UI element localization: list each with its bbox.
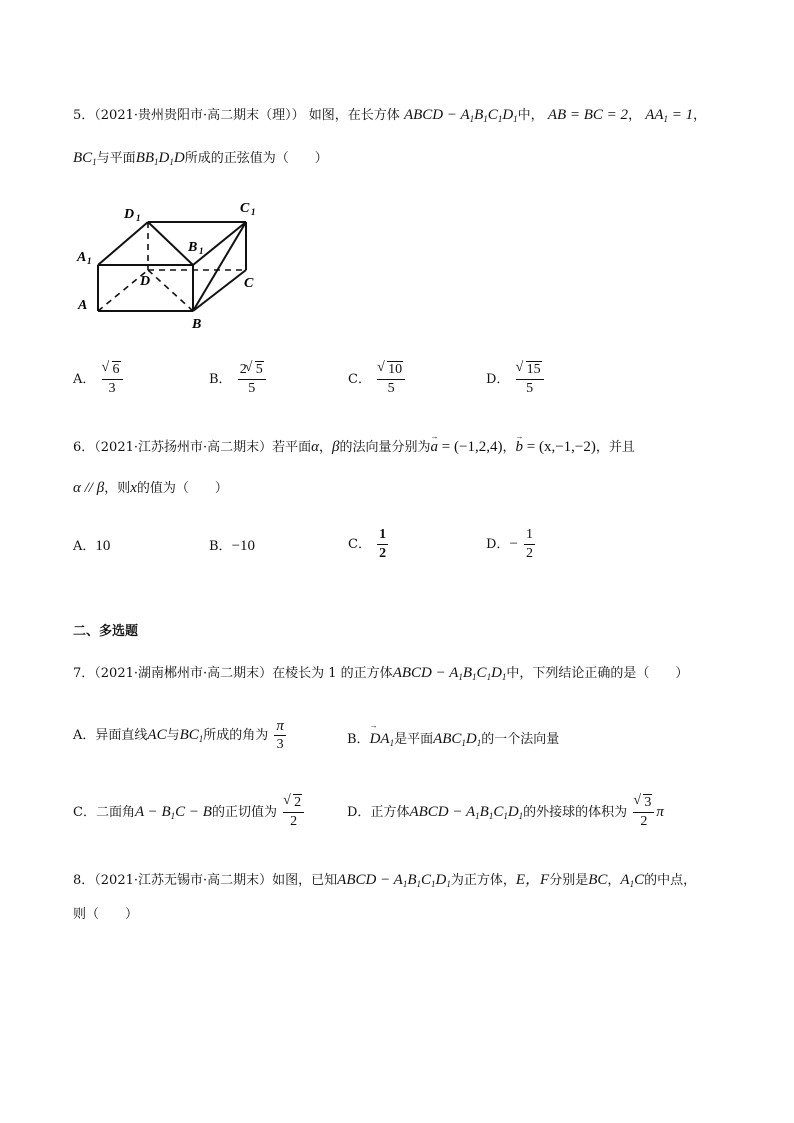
q7-option-c[interactable]: C．二面角$A - B_1C - B$的正切值为 √ $\frac{2}{2}$ [73, 795, 306, 830]
q7-option-d[interactable]: D．正方体ABCD − $A_1B_1C_1D_1$的外接球的体积为 √ $\frac{3}{2}$ π [347, 795, 664, 830]
q6-vector-a: → a [431, 437, 439, 457]
label-d1: D [124, 207, 135, 222]
q7-number: 7． [73, 666, 95, 681]
label-a: A [78, 298, 88, 313]
q7-option-b[interactable]: B．→ $DA_1$是平面$ABC_1D_1$的一个法向量 [347, 728, 559, 748]
label-b1: B [188, 240, 198, 255]
diag-d1b1 [148, 222, 193, 265]
q8-line-2: 则（ ） [73, 907, 139, 922]
q5-number: 5． [73, 108, 95, 123]
q5-solid: ABCD − $A_1B_1C_1D_1$ [403, 107, 518, 124]
q5-condition-aa1: $AA_1 = 1$ [645, 107, 694, 124]
q6-number: 6． [73, 440, 95, 455]
q8-number: 8． [73, 873, 95, 888]
edge-a1d1 [98, 222, 148, 265]
q8-line-1: 8．（2021·江苏无锡市·高二期末）如图，已知ABCD − $A_1B_1C_1D_1$为正方体，E，F分别是BC，$A_1C$的中点， [73, 872, 697, 889]
q5-option-b[interactable]: B． $\frac{2√ 5}{5}$ [209, 362, 268, 397]
diag-bc1 [193, 222, 246, 311]
q6-line-2: α // β，则x的值为（ ） [73, 480, 228, 496]
q5-option-a[interactable]: A． √ $\frac{6}{3}$ [73, 362, 125, 397]
q5-condition-ab-bc: AB = BC = 2 [547, 107, 629, 123]
svg-text:1: 1 [87, 256, 92, 266]
q6-vector-b: → b [515, 437, 523, 457]
q6-option-c[interactable]: C． $\frac{1}{2}$ [348, 527, 387, 561]
label-c1: C [240, 201, 250, 216]
edge-b1c1 [193, 222, 246, 265]
q7-option-a[interactable]: A．异面直线AC与$BC_1$所成的角为 $\frac{\pi}{3}$ [73, 718, 284, 752]
section-title: 二、多选题 [73, 624, 139, 639]
svg-text:1: 1 [136, 213, 141, 223]
label-a1: A [77, 250, 87, 265]
cuboid-figure [70, 195, 270, 335]
q7-source: （2021·湖南郴州市·高二期末） [94, 666, 273, 681]
q6-option-b[interactable]: B．−10 [209, 538, 256, 554]
q6-option-d[interactable]: D．− $\frac{1}{2}$ [486, 527, 534, 561]
svg-text:1: 1 [251, 207, 256, 217]
edge-bc [193, 270, 246, 311]
q5-option-d[interactable]: D． √ $\frac{15}{5}$ [486, 362, 546, 397]
label-b: B [192, 317, 202, 332]
q8-source: （2021·江苏无锡市·高二期末） [94, 873, 273, 888]
q7-line-1: 7．（2021·湖南郴州市·高二期末）在棱长为 1 的正方体ABCD − $A_1B_1C_1D_1$中，下列结论正确的是（ ） [73, 665, 689, 682]
q5-line-2: $BC_1$与平面$BB_1D_1D$所成的正弦值为（ ） [73, 150, 328, 167]
q5-line-1: 5．（2021·贵州贵阳市·高二期末（理）） 如图，在长方体 ABCD − $A_1B_1C_1D_1$中， AB = BC = 2， $AA_1 = 1$， [73, 107, 707, 124]
q5-plane: $BB_1D_1D$ [135, 150, 185, 167]
hidden-diag-db [148, 270, 193, 311]
q6-line-1: 6．（2021·江苏扬州市·高二期末）若平面α，β的法向量分别为→ a = (−1,2,4)，→ b = (x,−1,−2)，并且 [73, 437, 635, 458]
q5-bc1: $BC_1$ [73, 150, 97, 167]
label-c: C [244, 276, 254, 291]
q5-source: （2021·贵州贵阳市·高二期末（理）） [94, 108, 305, 123]
q6-option-a[interactable]: A．10 [73, 538, 111, 554]
q5-option-c[interactable]: C． √ $\frac{10}{5}$ [348, 362, 407, 397]
q6-source: （2021·江苏扬州市·高二期末） [94, 440, 273, 455]
svg-text:1: 1 [199, 246, 204, 256]
q6-parallel: α // β [73, 480, 105, 496]
label-d: D [140, 274, 151, 289]
